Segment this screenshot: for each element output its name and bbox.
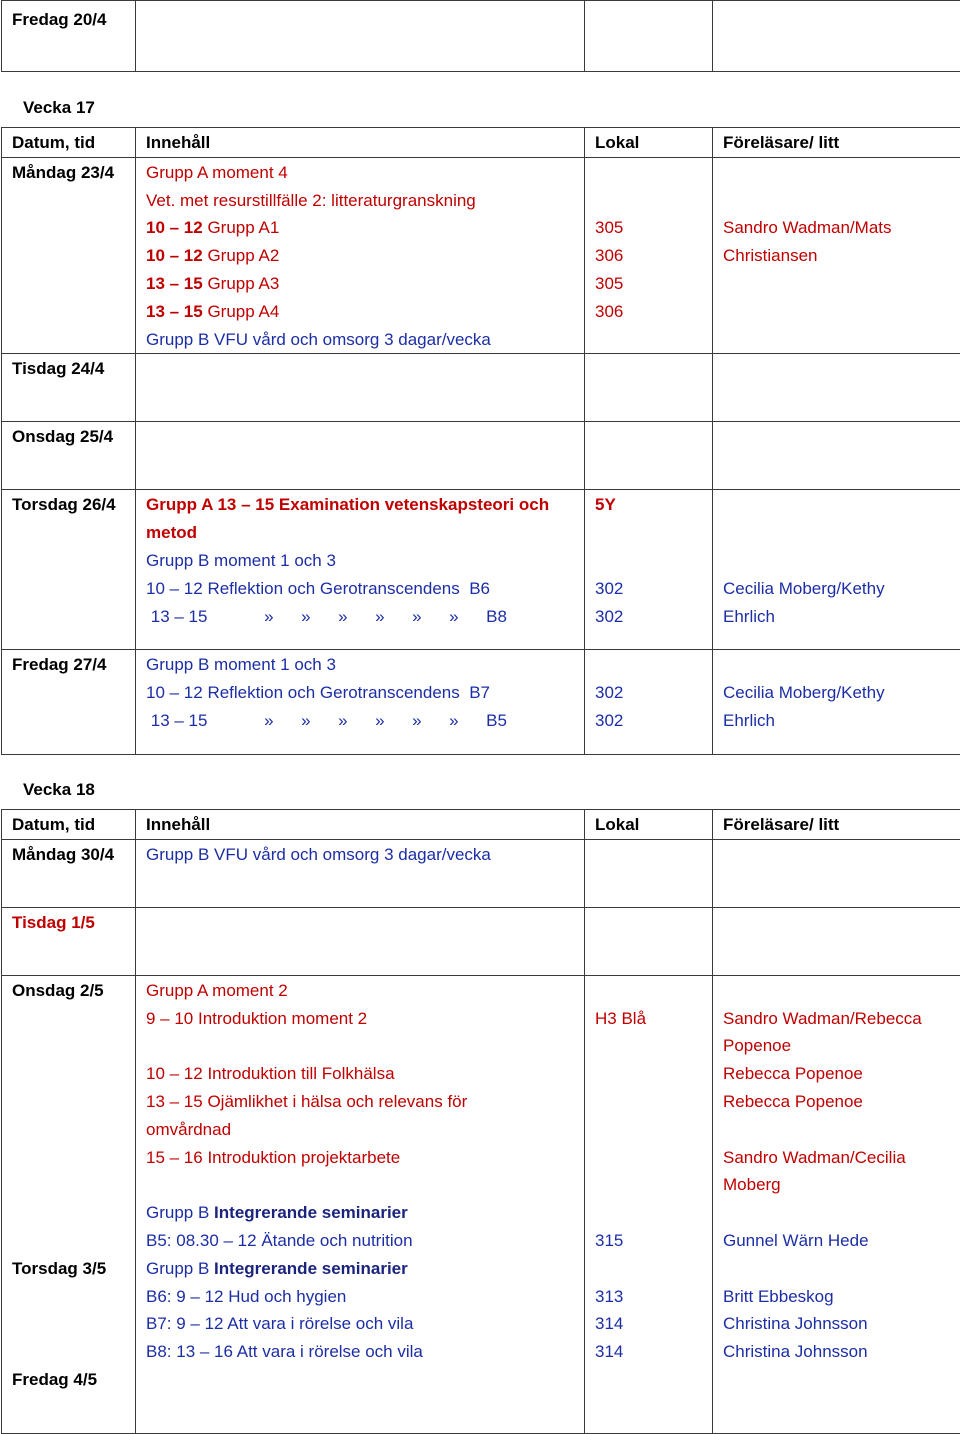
week-17-table <box>1 127 960 755</box>
row-fredag-27-4 <box>2 650 960 755</box>
lecturer-cell: Sandro Wadman/Mats Christiansen <box>713 157 960 354</box>
row-fredag-20-4 <box>2 1 960 72</box>
col-header-datum: Datum, tid <box>2 128 136 158</box>
day-label: Måndag 23/4 <box>12 162 115 182</box>
row-tisdag-1-5 <box>2 907 960 975</box>
top-table <box>1 0 960 72</box>
day-label: Fredag 27/4 <box>12 655 107 675</box>
content-cell: Grupp A 13 – 15 Examination vetenskapsteori och metod Grupp B moment 1 och 3 10 – 12 Reflektion och Gerotranscendens B6 13 – 15 » » » » » » B8 <box>136 490 585 650</box>
content-cell: Grupp A moment 4 Vet. met resurstillfälle 2: litteraturgranskning 10 – 12 Grupp A1 10 – 12 Grupp A2 13 – 15 Grupp A3 13 – 15 Grupp A4 Grupp B VFU vård och omsorg 3 dagar/vecka <box>136 157 585 354</box>
content-line: Grupp B VFU vård och omsorg 3 dagar/vecka <box>146 844 491 864</box>
day-label: Torsdag 26/4 <box>12 495 116 515</box>
day-label: Fredag 20/4 <box>12 10 107 29</box>
day-label: Onsdag 25/4 <box>12 427 114 447</box>
content-cell: Grupp A moment 2 9 – 10 Introduktion moment 2 10 – 12 Introduktion till Folkhälsa 13 – 15 Ojämlikhet i hälsa och relevans för omvårdnad 15 – 16 Introduktion projektarbete Grupp B Integrerande seminarier B5: 08.30 – 12 Ätande och nutrition Grupp B Integrerande seminarier B6: 9 – 12 Hud och hygien B7: 9 – 12 Att vara i rörelse och vila B8: 13 – 16 Att vara i rörelse och vila <box>136 975 585 1433</box>
lecturer-cell: Cecilia Moberg/Kethy Ehrlich <box>713 650 960 755</box>
content-cell: Grupp B moment 1 och 3 10 – 12 Reflektion och Gerotranscendens B7 13 – 15 » » » » » » B5 <box>136 650 585 755</box>
room-cell: 305 306 305 306 <box>585 157 713 354</box>
room-cell: 302 302 <box>585 650 713 755</box>
col-header-forelasare: Föreläsare/ litt <box>713 810 960 840</box>
room-cell: H3 Blå 315 313 314 314 <box>585 975 713 1433</box>
col-header-innehall: Innehåll <box>136 810 585 840</box>
header-row <box>2 810 960 840</box>
col-header-lokal: Lokal <box>585 128 713 158</box>
week-18-title: Vecka 18 <box>23 780 95 799</box>
col-header-lokal: Lokal <box>585 810 713 840</box>
row-mandag-30-4 <box>2 839 960 907</box>
row-tisdag-24-4 <box>2 354 960 422</box>
row-torsdag-26-4 <box>2 490 960 650</box>
col-header-datum: Datum, tid <box>2 810 136 840</box>
lecturer-cell: Cecilia Moberg/Kethy Ehrlich <box>713 490 960 650</box>
day-label: Tisdag 24/4 <box>12 359 105 379</box>
row-onsdag-25-4 <box>2 422 960 490</box>
week-18-table <box>1 809 960 1434</box>
row-onsdag-torsdag-fredag <box>2 975 960 1433</box>
week-17-title: Vecka 17 <box>23 98 95 117</box>
col-header-forelasare: Föreläsare/ litt <box>713 128 960 158</box>
col-header-innehall: Innehåll <box>136 128 585 158</box>
lecturer-cell: Sandro Wadman/Rebecca Popenoe Rebecca Popenoe Rebecca Popenoe Sandro Wadman/Cecilia Moberg Gunnel Wärn Hede Britt Ebbeskog Christina Johnsson Christina Johnsson <box>713 975 960 1433</box>
day-label: Tisdag 1/5 <box>12 912 95 932</box>
day-label: Måndag 30/4 <box>12 844 115 864</box>
header-row <box>2 128 960 158</box>
row-mandag-23-4 <box>2 157 960 354</box>
room-cell: 5Y 302 302 <box>585 490 713 650</box>
date-cell: Onsdag 2/5 Torsdag 3/5 Fredag 4/5 <box>2 975 136 1433</box>
